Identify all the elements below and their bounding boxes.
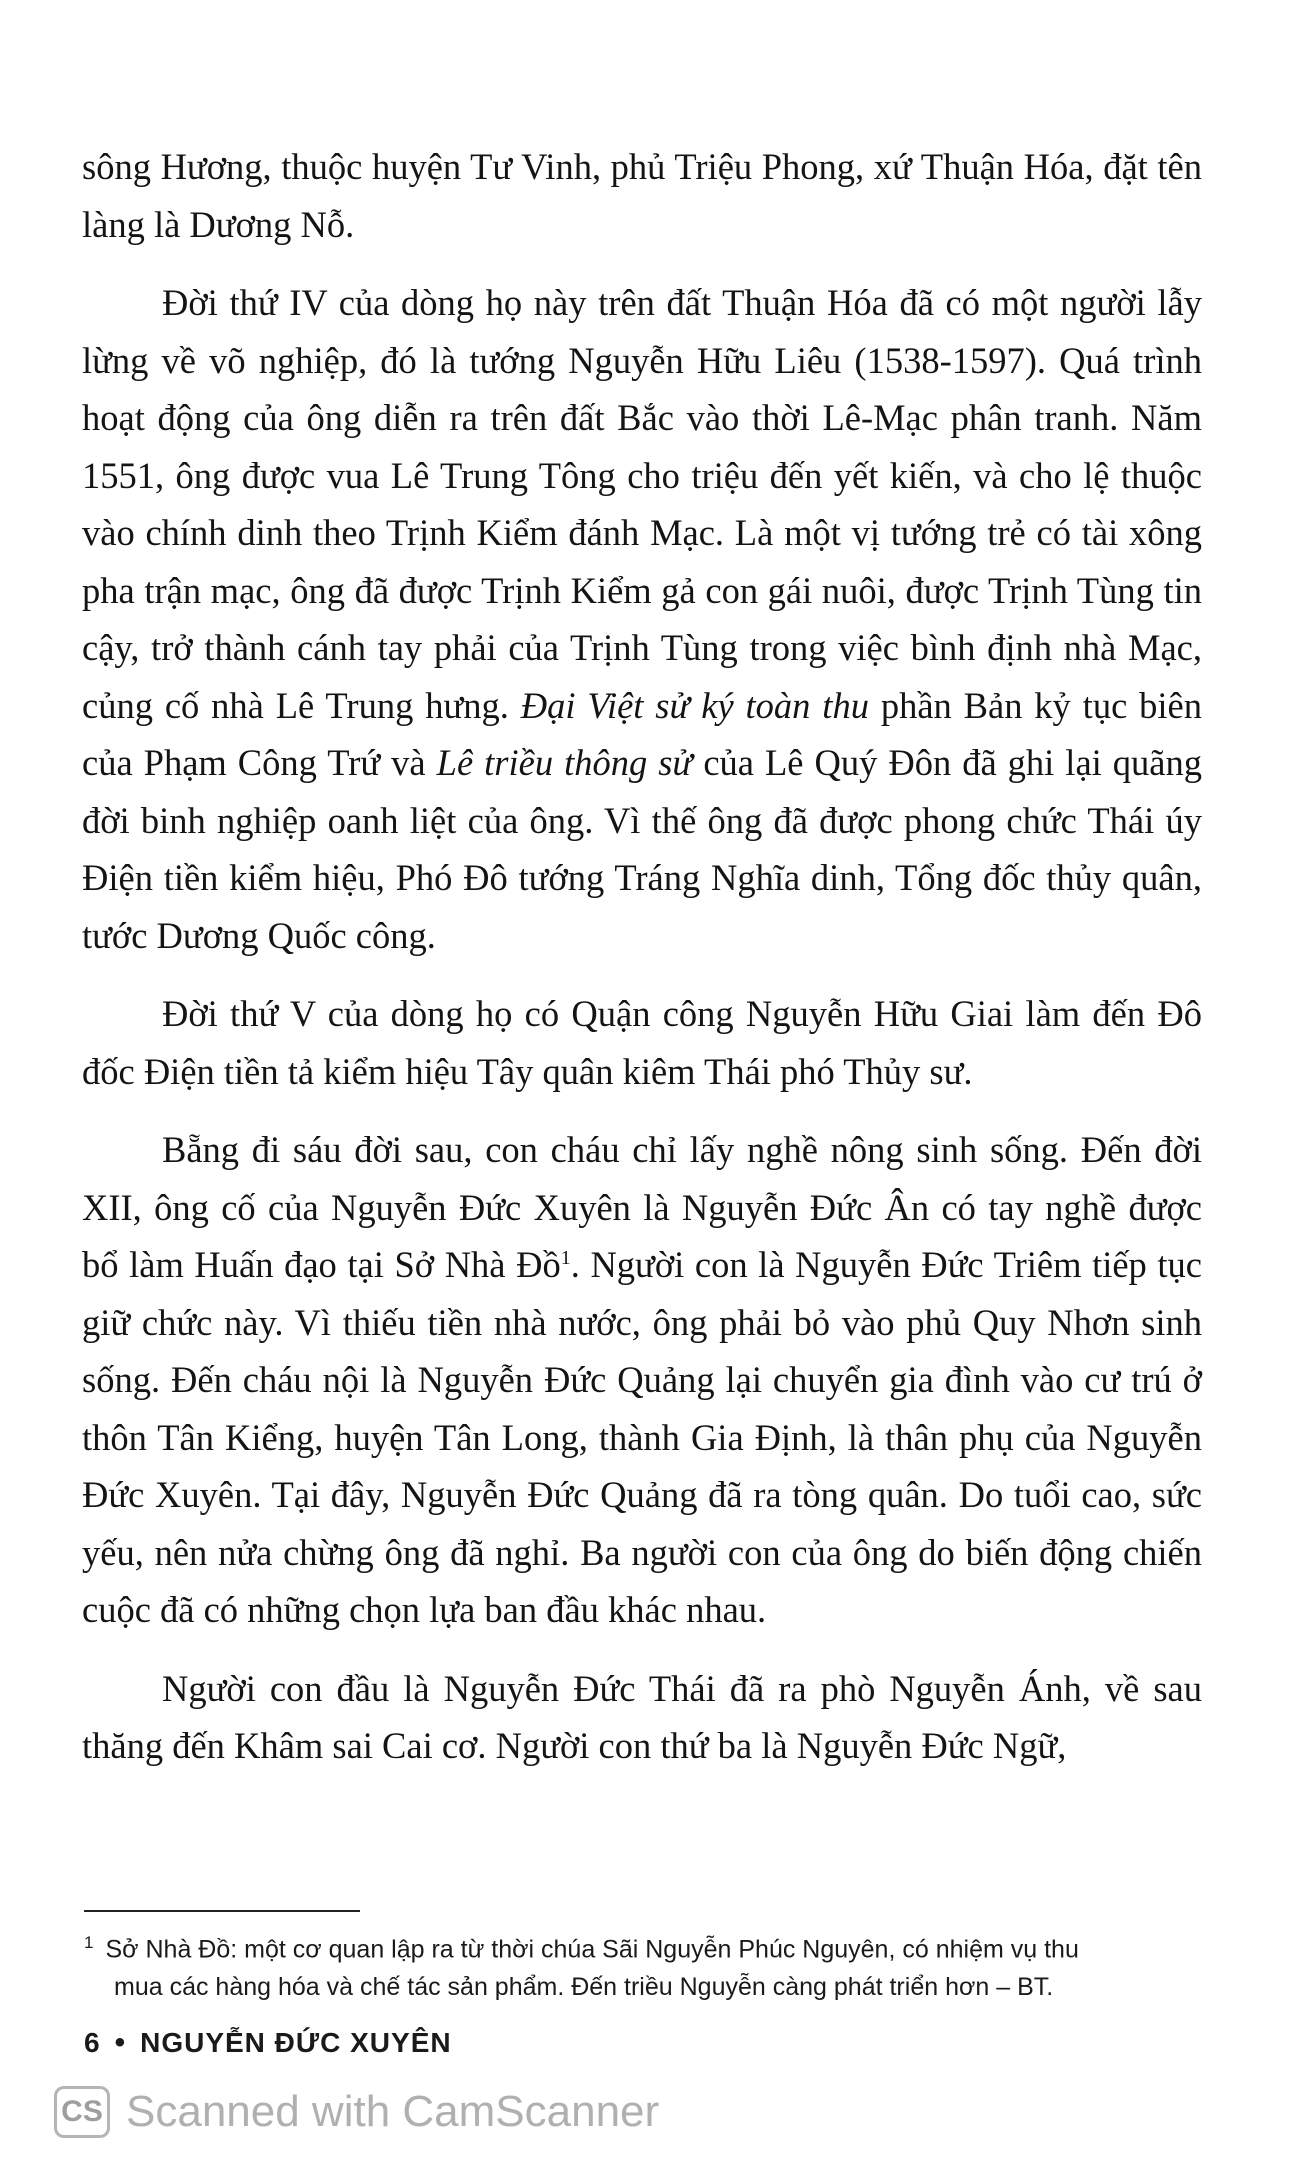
paragraph bbox=[82, 1660, 1202, 1775]
footnote-line-2: mua các hàng hóa và chế tác sản phẩm. Đến triều Nguyễn càng phát triển hơn – BT. bbox=[114, 1973, 1054, 2002]
footnote-ref: 1 bbox=[560, 1246, 571, 1269]
text-segment: . Người con là Nguyễn Đức Triêm tiếp tục giữ chức này. Vì thiếu tiền nhà nước, ông phải bỏ vào phủ Quy Nhơn sinh sống. Đến cháu nội là Nguyễn Đức Quảng lại chuyển gia đình vào cư trú ở thôn Tân Kiểng, huyện Tân Long, thành Gia Định, là thân phụ của Nguyễn Đức Xuyên. Tại đây, Nguyễn Đức Quảng đã ra tòng quân. Do tuổi cao, sức yếu, nên nửa chừng ông đã nghỉ. Ba người con của ông do biến động chiến cuộc đã có những chọn lựa ban đầu khác nhau. bbox=[82, 1244, 1203, 1630]
text-segment: phần Bản kỷ tục biên của Phạm Công Trứ và bbox=[82, 684, 1202, 783]
footnote-line-1: Sở Nhà Đồ: một cơ quan lập ra từ thời chúa Sãi Nguyễn Phúc Nguyên, có nhiệm vụ thu bbox=[105, 1935, 1079, 1964]
paragraph bbox=[82, 274, 1202, 964]
text-segment: Người con đầu là Nguyễn Đức Thái đã ra phò Nguyễn Ánh, về sau thăng đến Khâm sai Cai cơ. Người con thứ ba là Nguyễn Đức Ngữ, bbox=[82, 1667, 1202, 1766]
text-segment: Bẵng đi sáu đời sau, con cháu chỉ lấy nghề nông sinh sống. Đến đời XII, ông cố của Nguyễn Đức Xuyên là Nguyễn Đức Ân có tay nghề được bổ làm Huấn đạo tại Sở Nhà Đồ bbox=[82, 1129, 1202, 1285]
running-title: NGUYỄN ĐỨC XUYÊN bbox=[140, 2027, 452, 2058]
paragraph bbox=[82, 985, 1202, 1100]
paragraph bbox=[82, 1121, 1202, 1639]
camscanner-watermark bbox=[54, 2086, 659, 2138]
text-segment: Đời thứ IV của dòng họ này trên đất Thuận Hóa đã có một người lẫy lừng về võ nghiệp, đó là tướng Nguyễn Hữu Liêu (1538-1597). Quá trình hoạt động của ông diễn ra trên đất Bắc vào thời Lê-Mạc phân tranh. Năm 1551, ông được vua Lê Trung Tông cho triệu đến yết kiến, và cho lệ thuộc vào chính dinh theo Trịnh Kiểm đánh Mạc. Là một vị tướng trẻ có tài xông pha trận mạc, ông đã được Trịnh Kiểm gả con gái nuôi, được Trịnh Tùng tin cậy, trở thành cánh tay phải của Trịnh Tùng trong việc bình định nhà Mạc, củng cố nhà Lê Trung hưng. bbox=[82, 282, 1202, 726]
watermark-text: Scanned with CamScanner bbox=[126, 2087, 660, 2136]
footnote bbox=[84, 1924, 1204, 2006]
footnote-mark: 1 bbox=[84, 1933, 94, 1952]
footnote-divider bbox=[84, 1910, 360, 1912]
page-number: 6 bbox=[84, 2027, 101, 2058]
book-title: Đại Việt sử ký toàn thu bbox=[520, 684, 869, 726]
text-segment: của Lê Quý Đôn đã ghi lại quãng đời binh nghiệp oanh liệt của ông. Vì thế ông đã được phong chức Thái úy Điện tiền kiểm hiệu, Phó Đô tướng Tráng Nghĩa dinh, Tổng đốc thủy quân, tước Dương Quốc công. bbox=[82, 742, 1202, 956]
body-text bbox=[82, 138, 1202, 1796]
book-title: Lê triều thông sử bbox=[436, 742, 693, 783]
footer-bullet: • bbox=[114, 2026, 127, 2059]
running-footer bbox=[84, 2026, 452, 2060]
paragraph bbox=[82, 138, 1202, 253]
camscanner-logo-icon: CS bbox=[54, 2086, 110, 2138]
text-segment: Đời thứ V của dòng họ có Quận công Nguyễn Hữu Giai làm đến Đô đốc Điện tiền tả kiểm hiệu Tây quân kiêm Thái phó Thủy sư. bbox=[82, 993, 1202, 1092]
text-segment: sông Hương, thuộc huyện Tư Vinh, phủ Triệu Phong, xứ Thuận Hóa, đặt tên làng là Dương Nỗ. bbox=[82, 146, 1202, 245]
